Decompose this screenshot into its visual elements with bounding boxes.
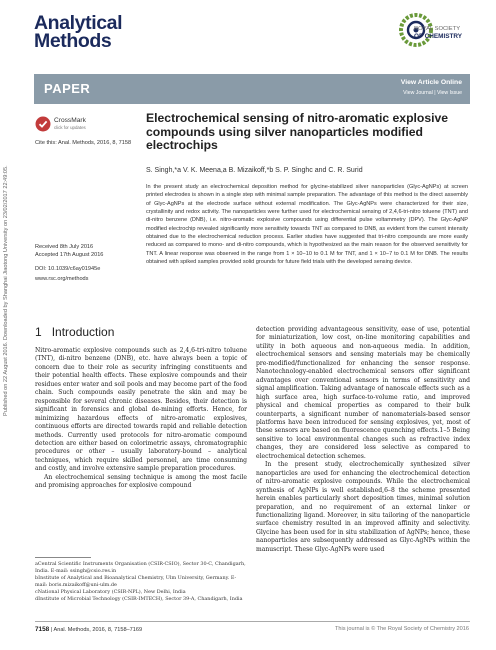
accepted-date: Accepted 17th August 2016 bbox=[35, 252, 104, 258]
view-journal-issue-links[interactable]: View Journal | View Issue bbox=[403, 90, 462, 96]
publication-dates bbox=[35, 243, 103, 273]
article-type-banner bbox=[34, 74, 470, 104]
article-type-label: PAPER bbox=[44, 81, 91, 96]
page-footer-citation bbox=[35, 626, 142, 633]
article-title: Electrochemical sensing of nitro-aromatic explosive compounds using silver nanoparticles modified electrochips bbox=[146, 111, 449, 153]
page-footer-copyright: This journal is © The Royal Society of Chemistry 2016 bbox=[335, 626, 469, 632]
crossmark-badge[interactable] bbox=[35, 115, 95, 135]
received-date: Received 8th July 2016 bbox=[35, 244, 94, 250]
footnote-divider bbox=[35, 557, 91, 558]
section-number: 1 bbox=[35, 325, 42, 339]
abstract: In the present study an electrochemical deposition method for glycine-stabilized silver nanoparticles (Glyc-AgNPs) at screen printed electrodes is shown in a single step with minimal sample preparation. The advantage of this method is the direct assembly of Glyc-AgNPs at the electrode surface without external modification. The Glyc-AgNPs were characterized for their size, crystallinity and redox activity. The nanoparticles were further used for electrochemical sensing of 2,4,6-tri-nitro toluene (TNT) and di-nitro benzene (DNB), i.e. nitro-aromatic explosive compounds using differential pulse voltammetry (DPV). The Glyc-AgNP modified electrochip revealed significantly more sensitivity towards TNT as compared to DNB, as evident from the current intensity obtained due to the electrochemical reduction process. Earlier studies have suggested that tri-nitro compounds are more easily reduced as compared to mono- and di-nitro compounds, which is hypothesized as the main reason for the observed sensitivity for TNT. A linear response was observed in the range from 1 × 10−10 to 0.1 M for TNT, and 1 × 10−7 to 0.1 M for DNB. The results obtained with spiked samples provided solid grounds for future field trials with the developed sensing device. bbox=[146, 184, 468, 266]
footnote: cNational Physical Laboratory (CSIR-NPL), New Delhi, India bbox=[35, 588, 186, 595]
paragraph: detection providing advantageous sensitivity, ease of use, potential for miniaturization, low cost, on-line monitoring capabilities and utility in both aqueous and non-aqueous media. In addition, electrochemical sensors and sensing materials may be chemically pre-modified/functionalized for enhancing the sensor response. Nanotechnology-enabled electrochemical sensors offer significant advantages over conventional sensors in terms of sensitivity and signal amplification. Taking advantage of nanoscale effects such as a high surface area, high surface-to-volume ratio, and improved physical and chemical properties as compared to their bulk counterparts, a significant number of nanomaterials-based sensor platforms have been introduced for sensing explosives, yet, most of these sensors are based on fluorescence quenching effects.1–5 Being sensitive to local environmental changes such as refractive index changes, they are considered less selective as compared to electrochemical detection schemes. bbox=[256, 326, 470, 460]
footnote: dInstitute of Microbial Technology (CSIR-IMTECH), Sector 39-A, Chandigarh, India bbox=[35, 595, 243, 602]
footnote: aCentral Scientific Instruments Organisation (CSIR-CSIO), Sector 30-C, Chandigarh, India. E-mail: ssingh@csio.res.in bbox=[35, 561, 246, 574]
footer-divider bbox=[35, 621, 470, 622]
paragraph: Nitro-aromatic explosive compounds such as 2,4,6-tri-nitro toluene (TNT), di-nitro benzene (DNB), etc. have always been a topic of concern due to their role as security infringing constituents and their potential health effects. These explosive compounds and their residues enter water and soil pools and may become part of the food chain. Such compounds easily penetrate the skin and may be responsible for several chronic diseases. Besides, their detection is significant in forensics and global de-mining efforts. Hence, for minimizing hazardous effects of nitro-aromatic explosives, continuous efforts are directed towards rapid and reliable detection methods. Currently used protocols for nitro-aromatic compound detection are either based on colorimetric assays, chromatographic procedures or other – usually laboratory-bound – analytical techniques, which require skilled personnel, are time consuming and costly, and involve extensive sample preparation procedures. bbox=[35, 347, 247, 473]
crossmark-label: CrossMark bbox=[54, 117, 86, 124]
author-list: S. Singh,*a V. K. Meena,a B. Mizaikoff,*b S. P. Singhc and C. R. Surid bbox=[146, 167, 363, 174]
body-column-right bbox=[256, 326, 470, 554]
footnote: bInstitute of Analytical and Bioanalytical Chemistry, Ulm University, Germany. E-mail: boris.mizaikoff@uni-ulm.de bbox=[35, 574, 237, 588]
publisher-name: ROYAL SOCIETY OF CHEMISTRY bbox=[414, 26, 463, 40]
affiliation-footnotes bbox=[35, 561, 247, 602]
journal-name-line2: Methods bbox=[34, 30, 112, 52]
footer-journal-ref: | Anal. Methods, 2016, 8, 7158–7169 bbox=[49, 627, 143, 633]
page-number: 7158 bbox=[35, 626, 50, 633]
section-heading bbox=[35, 325, 114, 339]
crossmark-sublabel: click for updates bbox=[54, 125, 86, 130]
section-title: Introduction bbox=[51, 325, 115, 339]
paragraph: In the present study, electrochemically synthesized silver nanoparticles are used for enhancing the electrochemical detection of nitro-aromatic explosive compounds. While the electrochemical synthesis of AgNPs is well established,6–8 the scheme presented herein enables particularly short deposition times, minimal solution preparation, and no requirement of an external linker or functionalizing ligand. Moreover, in situ tailoring of the nanoparticle surface chemistry resulted in an improved affinity and selectivity. Glycine has been used for in situ stabilization of AgNPs; hence, these nanoparticles are subsequently addressed as Glyc-AgNPs within the manuscript. These Glyc-AgNPs were used bbox=[256, 461, 470, 553]
citation: Cite this: Anal. Methods, 2016, 8, 7158 bbox=[35, 140, 132, 146]
body-column-left bbox=[35, 347, 247, 491]
journal-name-line1: Analytical bbox=[34, 12, 123, 34]
view-article-online-link[interactable]: View Article Online bbox=[400, 79, 462, 86]
crossmark-icon bbox=[35, 116, 51, 132]
journal-website-link[interactable]: www.rsc.org/methods bbox=[35, 276, 89, 282]
journal-logo[interactable] bbox=[34, 14, 122, 50]
download-watermark: Published on 22 August 2016. Downloaded by Shanghai Jiaotong University on 23/02/2017 22:49:05. bbox=[3, 165, 9, 416]
paragraph: An electrochemical sensing technique is among the most facile and promising approaches for explosive compound bbox=[35, 473, 247, 490]
doi[interactable]: DOI: 10.1039/c6ay01945e bbox=[35, 266, 101, 272]
